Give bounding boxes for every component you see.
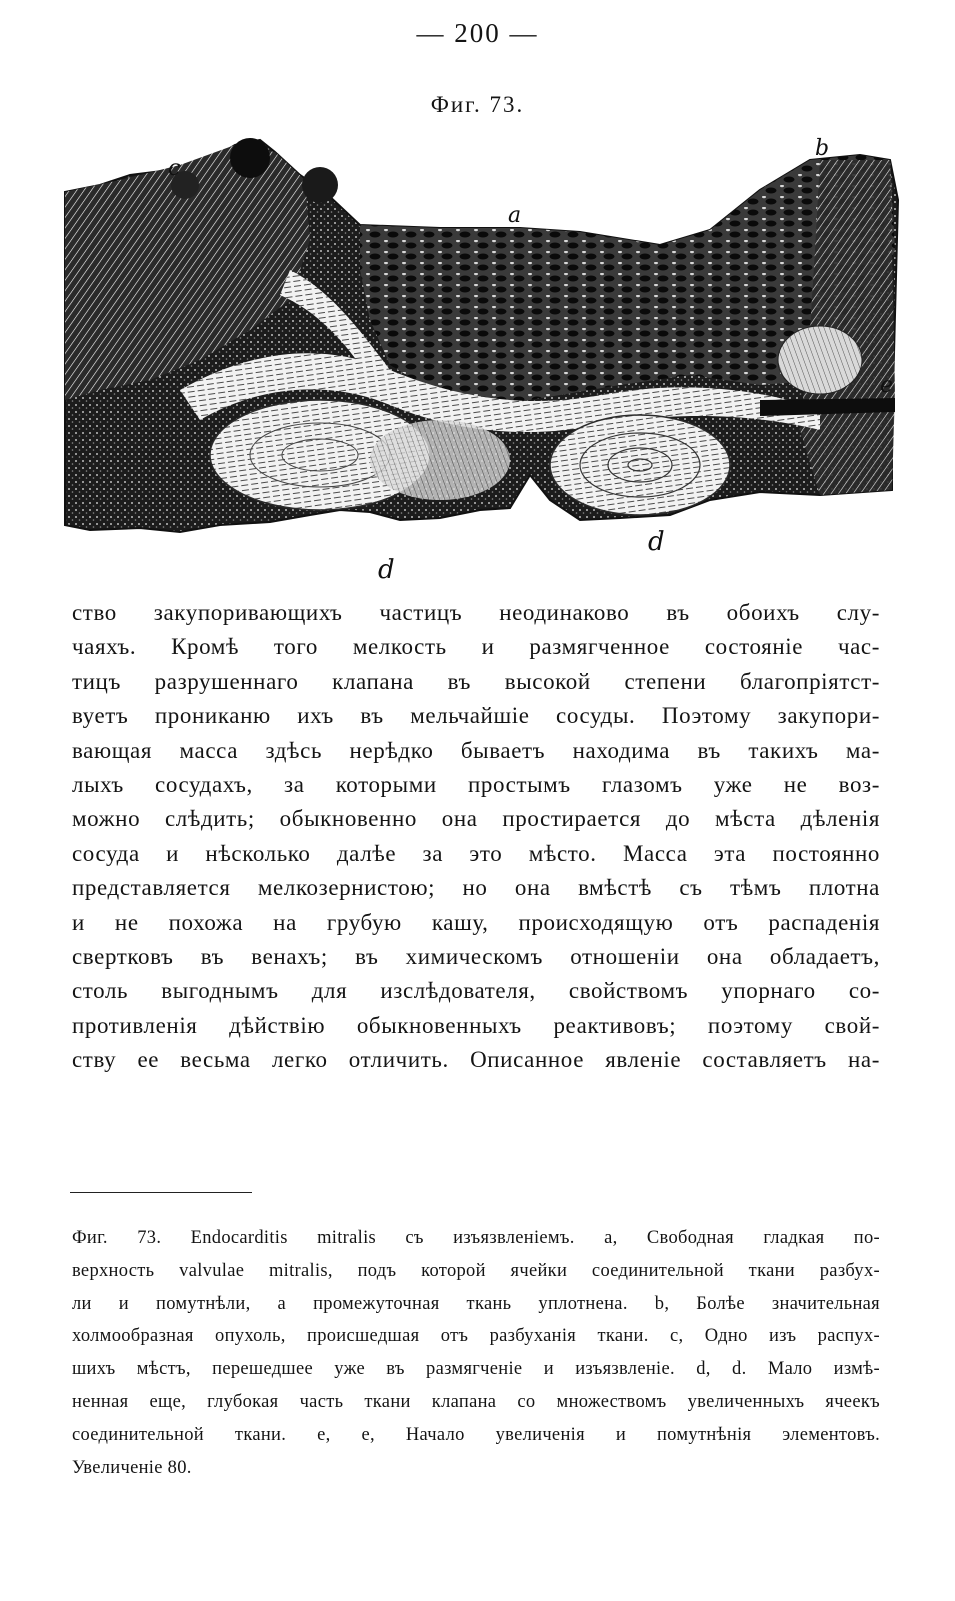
caption-line: ли и помутнѣли, а промежуточная ткань уплотнена. b, Болѣе значительная [72, 1293, 880, 1314]
body-line: столь выгоднымъ для изслѣдователя, свойствомъ упорнаго со- [72, 978, 880, 1004]
body-line: сосуда и нѣсколько далѣе за это мѣсто. Масса эта постоянно [72, 840, 880, 866]
body-line: тицъ разрушеннаго клапана въ высокой степени благопріятст- [72, 668, 880, 694]
footnote-rule [70, 1192, 252, 1193]
caption-line: ненная еще, глубокая часть ткани клапана со множествомъ увеличенныхъ ячеекъ [72, 1391, 880, 1412]
body-line: свертковъ въ венахъ; въ химическомъ отношеніи она обладаетъ, [72, 943, 880, 969]
body-line: и не похожа на грубую кашу, происходящую отъ распаденія [72, 909, 880, 935]
figure-label-d-left: d [378, 555, 395, 585]
body-line: лыхъ сосудахъ, за которыми простымъ глазомъ уже не воз- [72, 771, 880, 797]
figure-label-c: c [168, 156, 181, 181]
body-line: чаяхъ. Кромѣ того мелкость и размягченное состояніе час- [72, 634, 880, 660]
body-line: представляется мелкозернистою; но она вмѣстѣ съ тѣмъ плотна [72, 875, 880, 901]
caption-line: холмообразная опухоль, происшедшая отъ разбуханія ткани. c, Одно изъ распух- [72, 1326, 880, 1347]
figure-title: Фиг. 73. [430, 92, 525, 117]
body-line: противленія дѣйствію обыкновенныхъ реактивовъ; поэтому свой- [72, 1012, 880, 1038]
figure-label-e: e [880, 373, 894, 398]
body-line: вающая масса здѣсь нерѣдко бываетъ находима въ такихъ ма- [72, 737, 880, 763]
figure-caption [72, 1222, 880, 1484]
body-line: ству ее весьма легко отличить. Описанное явленіе составляетъ на- [72, 1047, 880, 1073]
body-line: ство закупоривающихъ частицъ неодинаково въ обоихъ слу- [72, 600, 880, 625]
caption-line: шихъ мѣстъ, перешедшее уже въ размягченіе и изъязвленіе. d, d. Мало измѣ- [72, 1359, 880, 1380]
body-text [72, 596, 880, 1077]
figure-label-b: b [815, 136, 830, 161]
body-line: можно слѣдить; обыкновенно она простирается до мѣста дѣленія [72, 806, 880, 832]
figure-label-a: a [508, 203, 522, 228]
body-line: вуетъ прониканю ихъ въ мельчайшіе сосуды. Поэтому закупори- [72, 703, 880, 729]
caption-line: верхность valvulae mitralis, подъ которой ячейки соединительной ткани разбух- [72, 1260, 880, 1281]
histology-figure [60, 130, 900, 585]
caption-line: Фиг. 73. Endocarditis mitralis съ изъязвленіемъ. a, Свободная гладкая по- [72, 1228, 880, 1248]
caption-line: Увеличеніе 80. [72, 1457, 192, 1478]
figure-label-d-right: d [648, 527, 665, 557]
caption-line: соединительной ткани. e, e, Начало увеличенія и помутнѣнія элементовъ. [72, 1424, 880, 1445]
page-number: — 200 — [416, 18, 539, 48]
